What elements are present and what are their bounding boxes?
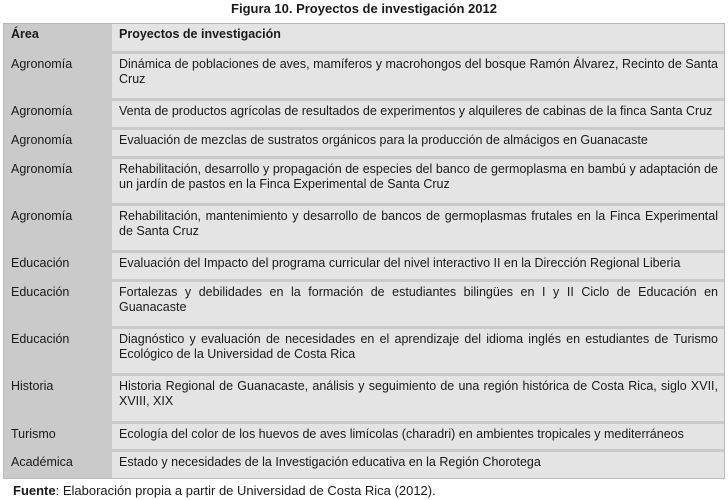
table-row — [4, 421, 724, 450]
row-project: Dinámica de poblaciones de aves, mamíferos y macrohongos del bosque Ramón Álvarez, Recinto de Santa Cruz — [112, 51, 724, 98]
row-area: Historia — [4, 373, 112, 420]
table-row — [4, 250, 724, 279]
projects-table — [4, 24, 724, 478]
row-project: Estado y necesidades de la Investigación educativa en la Región Chorotega — [112, 449, 724, 478]
row-project: Evaluación de mezclas de sustratos orgánicos para la producción de almácigos en Guanacaste — [112, 127, 724, 156]
row-area: Agronomía — [4, 127, 112, 156]
table-row — [4, 98, 724, 127]
figure-title: Figura 10. Proyectos de investigación 2012 — [231, 1, 497, 16]
header-projects: Proyectos de investigación — [112, 24, 724, 51]
row-project: Rehabilitación, mantenimiento y desarrollo de bancos de germoplasmas frutales en la Finca Experimental de Santa Cruz — [112, 203, 724, 250]
row-project: Evaluación del Impacto del programa curricular del nivel interactivo II en la Dirección Regional Liberia — [112, 250, 724, 279]
row-area: Agronomía — [4, 51, 112, 98]
row-project: Historia Regional de Guanacaste, análisis y seguimiento de una región histórica de Costa Rica, siglo XVII, XVIII, XIX — [112, 373, 724, 420]
table-row — [4, 51, 724, 98]
table-row — [4, 373, 724, 420]
table-row — [4, 156, 724, 203]
row-project: Diagnóstico y evaluación de necesidades en el aprendizaje del idioma inglés en estudiantes de Turismo Ecológico de la Universidad de Costa Rica — [112, 326, 724, 373]
row-area: Agronomía — [4, 156, 112, 203]
row-area: Agronomía — [4, 98, 112, 127]
table-row — [4, 449, 724, 478]
table-row — [4, 127, 724, 156]
row-project: Venta de productos agrícolas de resultados de experimentos y alquileres de cabinas de la finca Santa Cruz — [112, 98, 724, 127]
header-area: Área — [4, 24, 112, 51]
projects-table-container — [3, 23, 725, 479]
source-text: : Elaboración propia a partir de Universidad de Costa Rica (2012). — [55, 483, 436, 498]
row-project: Ecología del color de los huevos de aves limícolas (charadri) en ambientes tropicales y mediterráneos — [112, 421, 724, 450]
row-area: Turismo — [4, 421, 112, 450]
table-header-row — [4, 24, 724, 51]
source-note — [13, 483, 723, 498]
row-area: Educación — [4, 279, 112, 326]
row-area: Académica — [4, 449, 112, 478]
row-area: Educación — [4, 326, 112, 373]
table-row — [4, 279, 724, 326]
row-project: Rehabilitación, desarrollo y propagación de especies del banco de germoplasma en bambú y adaptación de un jardín de pastos en la Finca Experimental de Santa Cruz — [112, 156, 724, 203]
row-area: Educación — [4, 250, 112, 279]
source-label: Fuente — [13, 483, 56, 498]
row-project: Fortalezas y debilidades en la formación de estudiantes bilingües en I y II Ciclo de Educación en Guanacaste — [112, 279, 724, 326]
table-row — [4, 326, 724, 373]
table-row — [4, 203, 724, 250]
row-area: Agronomía — [4, 203, 112, 250]
